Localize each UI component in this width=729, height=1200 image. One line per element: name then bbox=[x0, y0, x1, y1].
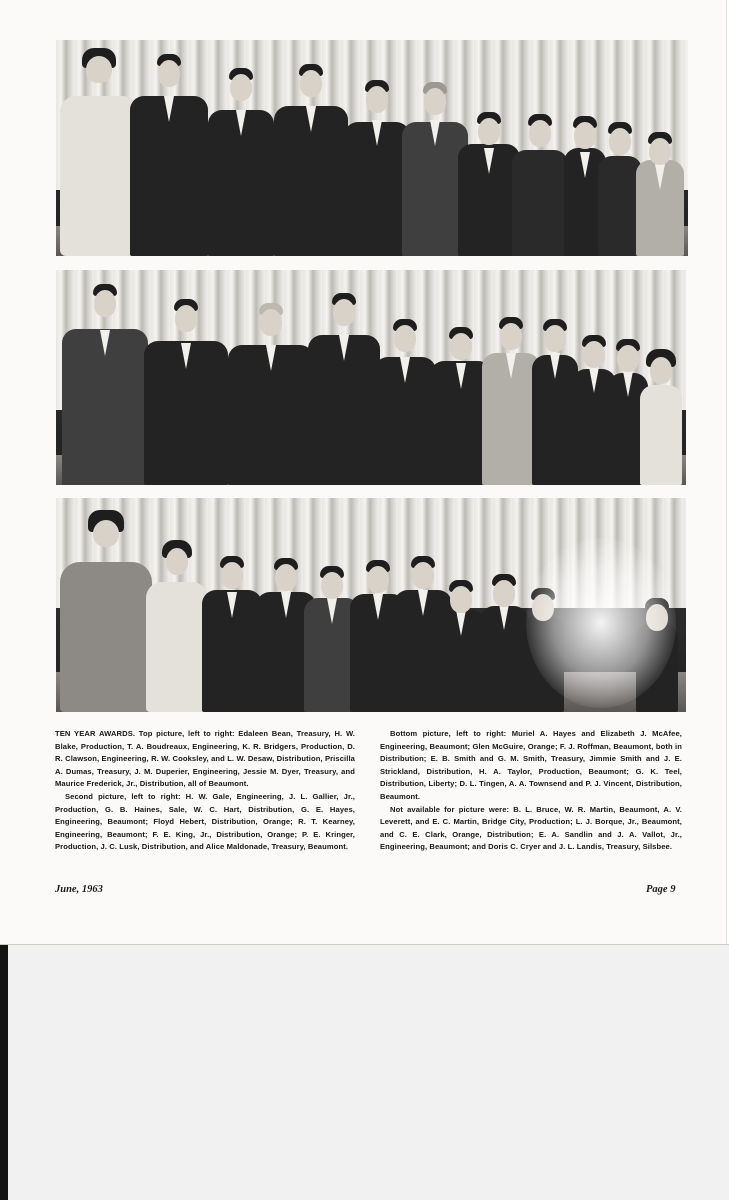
footer-page-number: Page 9 bbox=[646, 884, 676, 895]
person-figure bbox=[512, 110, 568, 256]
person-figure bbox=[62, 280, 148, 485]
photo-top bbox=[56, 40, 688, 256]
person-figure bbox=[308, 289, 380, 485]
caption-paragraph: Not available for picture were: B. L. Bruce, W. R. Martin, Beaumont, A. V. Leverett, and E. C. Martin, Bridge City, Production; L. J. Borque, Jr., Beaumont, and C. E. Clark, Orange, Distribution; E. A. Sandlin and J. A. Vallot, Jr., Engineering, Beaumont; and Doris C. Cryer and J. L. Landis, Treasury, Silsbee. bbox=[380, 804, 682, 852]
person-figure bbox=[208, 64, 274, 256]
person-figure bbox=[60, 44, 138, 256]
person-figure bbox=[146, 536, 208, 712]
person-figure bbox=[640, 347, 682, 485]
photo-bottom bbox=[56, 498, 686, 712]
scanner-background bbox=[0, 945, 729, 1200]
photo-middle bbox=[56, 270, 686, 485]
person-figure bbox=[480, 570, 528, 712]
person-figure bbox=[130, 48, 208, 256]
person-figure bbox=[60, 506, 152, 712]
caption-paragraph: TEN YEAR AWARDS. Top picture, left to right: Edaleen Bean, Treasury, H. W. Blake, Production, T. A. Boudreaux, Engineering, K. R. Bridgers, Production, D. R. Clawson, Engineering, R. W. Cooksley, and L. W. Desaw, Distribution, Priscilla A. Dumas, Treasury, J. M. Duperier, Engineering, Jessie M. Dyer, Treasury, and Maurice Frederick, Jr., Distribution, all of Beaumont. bbox=[55, 729, 355, 789]
person-figure bbox=[274, 60, 348, 256]
person-figure bbox=[636, 128, 684, 256]
caption-paragraph: Bottom picture, left to right: Muriel A. Hayes and Elizabeth J. McAfee, Engineering, Beaumont; Glen McGuire, Orange; F. J. Roffman, Beaumont, both in Distribution; E. B. Smith and G. M. Smith, Treasury, Jimmie Smith and J. E. Strickland, Distribution, H. A. Taylor, Production, Beaumont; G. K. Teel, Distribution, Liberty; D. L. Tingen, A. A. Townsend and P. J. Vincent, Distribution, Beaumont. bbox=[380, 729, 682, 801]
person-figure bbox=[144, 295, 228, 485]
caption-paragraph: Second picture, left to right: H. W. Gale, Engineering, J. L. Gallier, Jr., Production, G. B. Haines, Sale, W. C. Hart, Distribution, G. E. Hayes, Engineering, Beaumont; Floyd Hebert, Distribution, Orange; R. T. Kearney, Engineering, Beaumont; F. E. King, Jr., Distribution, Orange; P. E. Kringer, Production, J. C. Lusk, Distribution, and Alice Maldonade, Treasury, Beaumont. bbox=[55, 791, 355, 852]
person-figure bbox=[458, 108, 520, 256]
photo-glare bbox=[526, 538, 676, 708]
person-figure bbox=[228, 299, 314, 485]
caption-left bbox=[55, 728, 355, 854]
footer-date: June, 1963 bbox=[55, 884, 103, 895]
caption-right bbox=[380, 728, 682, 854]
scanner-edge-strip bbox=[0, 945, 8, 1200]
person-figure bbox=[202, 552, 262, 712]
person-figure bbox=[344, 76, 410, 256]
person-figure bbox=[374, 315, 436, 485]
person-figure bbox=[436, 576, 486, 712]
